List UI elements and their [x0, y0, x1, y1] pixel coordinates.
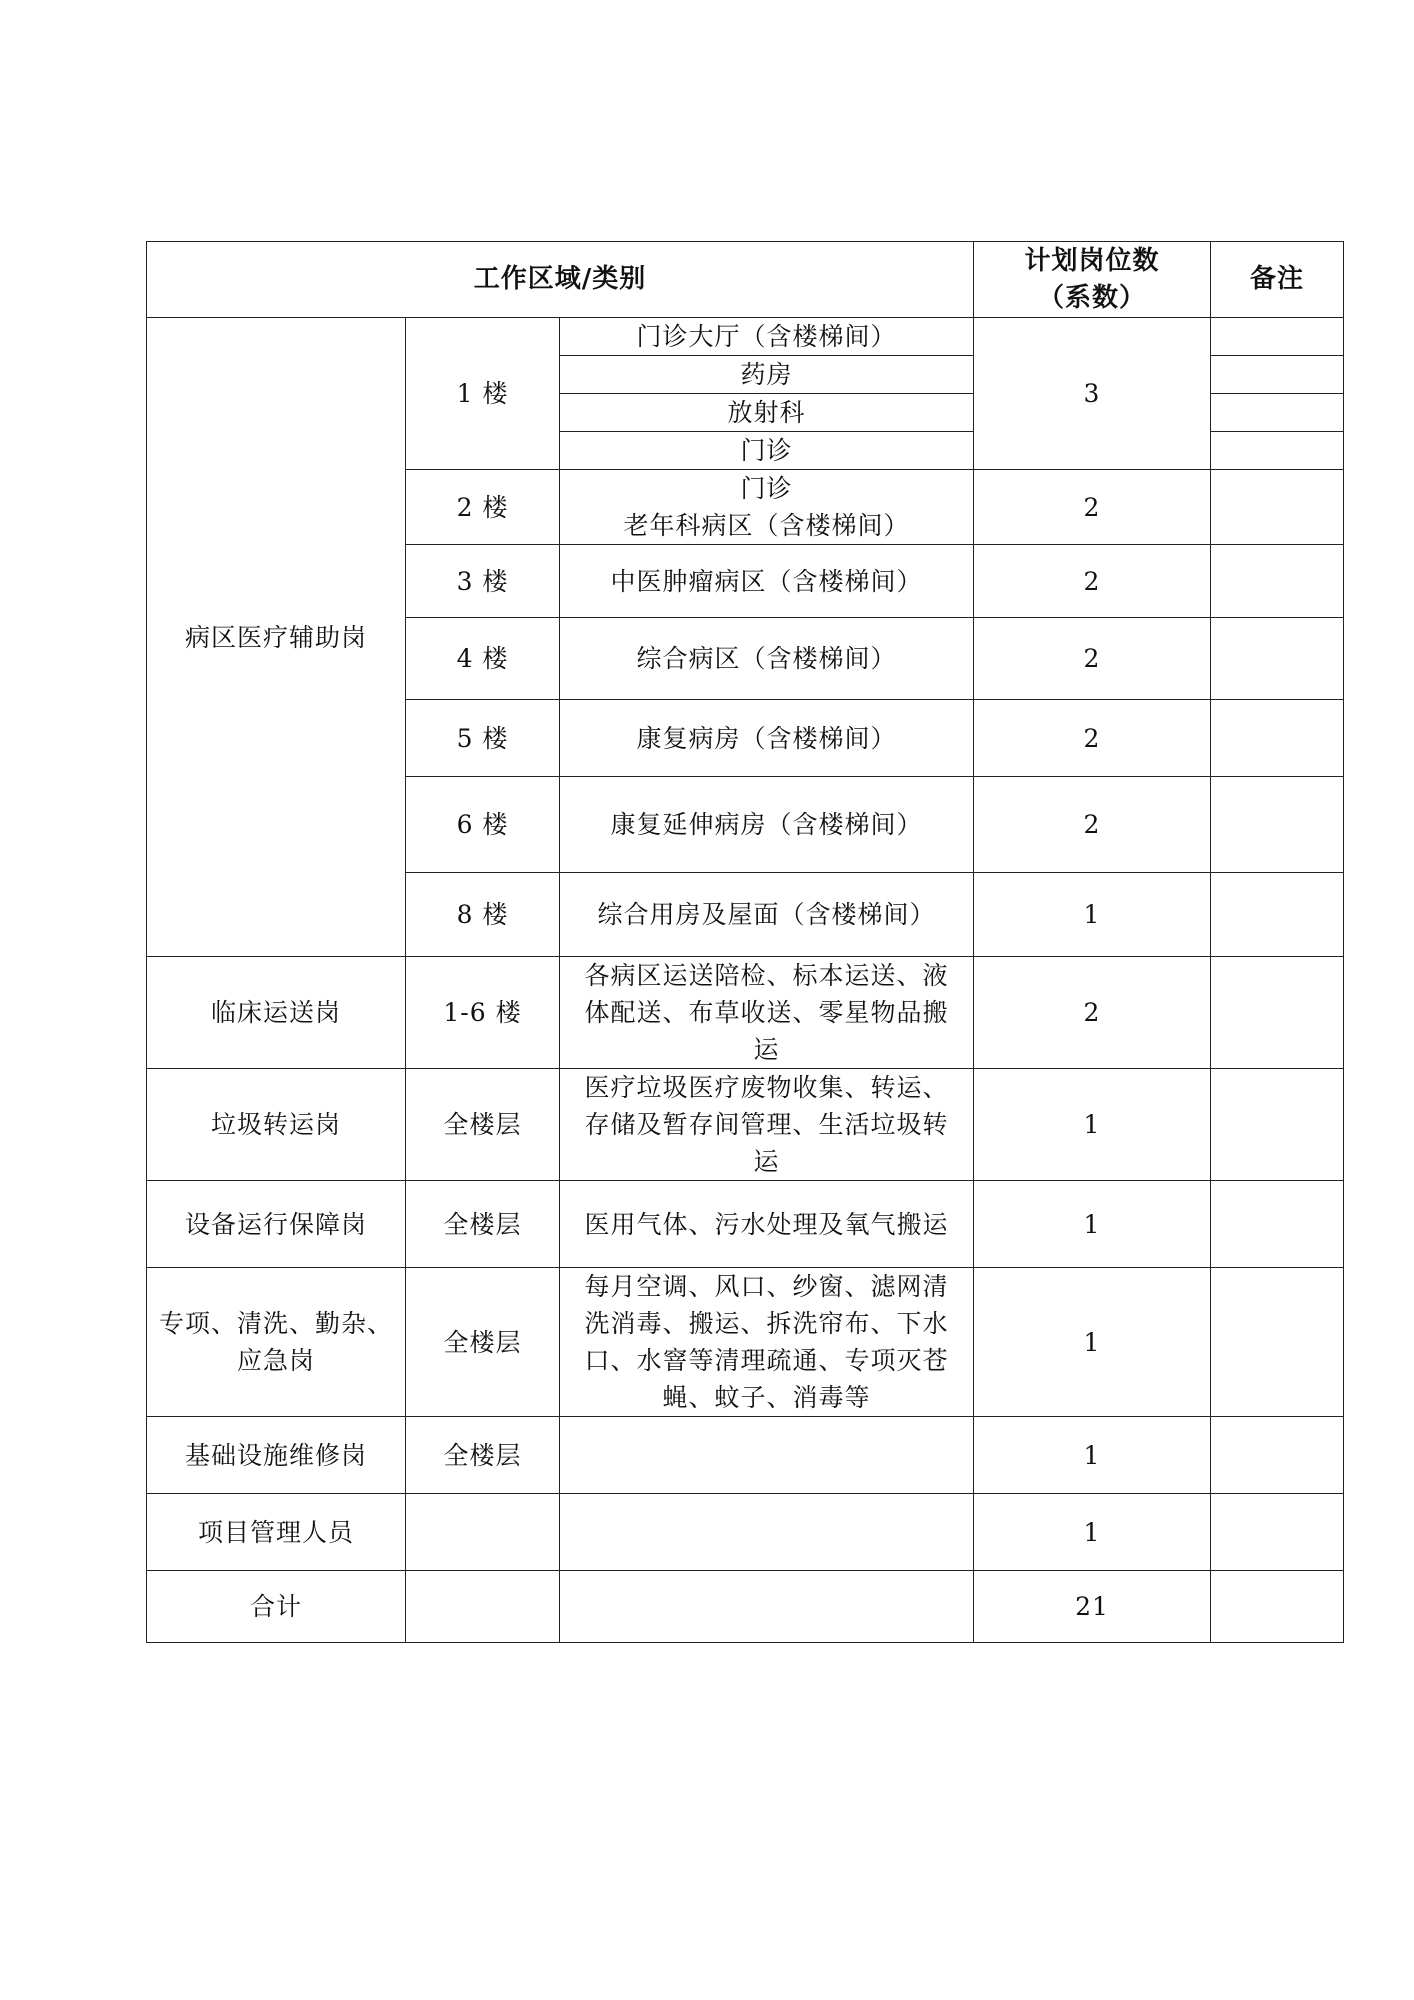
floor-cell: 全楼层: [406, 1417, 560, 1494]
table-row: [147, 318, 1344, 356]
note-cell: [1211, 1417, 1344, 1494]
total-count: 21: [974, 1571, 1211, 1643]
note-cell: [1211, 432, 1344, 470]
count-cell: 1: [974, 873, 1211, 957]
table-row: [147, 1417, 1344, 1494]
floor-cell: 4 楼: [406, 618, 560, 700]
table-row: [147, 1069, 1344, 1181]
floor-cell: 1 楼: [406, 318, 560, 470]
area-line: 老年科病区（含楼梯间）: [623, 511, 910, 540]
area-cell: 每月空调、风口、纱窗、滤网清洗消毒、搬运、拆洗帘布、下水口、水窨等清理疏通、专项灭苍蝇、蚊子、消毒等: [560, 1268, 974, 1417]
note-cell: [1211, 318, 1344, 356]
area-cell: 康复延伸病房（含楼梯间）: [560, 777, 974, 873]
category-cell: 专项、清洗、勤杂、应急岗: [147, 1268, 406, 1417]
floor-cell: [406, 1494, 560, 1571]
header-note: 备注: [1211, 242, 1344, 318]
note-cell: [1211, 618, 1344, 700]
total-row: [147, 1571, 1344, 1643]
note-cell: [1211, 700, 1344, 777]
area-cell: 中医肿瘤病区（含楼梯间）: [560, 545, 974, 618]
header-area: 工作区域/类别: [147, 242, 974, 318]
table-row: [147, 1268, 1344, 1417]
area-cell: [560, 1494, 974, 1571]
count-cell: 3: [974, 318, 1211, 470]
floor-cell: 3 楼: [406, 545, 560, 618]
note-cell: [1211, 1268, 1344, 1417]
area-cell: 门诊大厅（含楼梯间）: [560, 318, 974, 356]
category-cell: 临床运送岗: [147, 957, 406, 1069]
note-cell: [1211, 1181, 1344, 1268]
table-row: [147, 1494, 1344, 1571]
category-cell: 设备运行保障岗: [147, 1181, 406, 1268]
note-cell: [1211, 1069, 1344, 1181]
category-cell: 基础设施维修岗: [147, 1417, 406, 1494]
count-cell: 2: [974, 777, 1211, 873]
count-cell: 2: [974, 957, 1211, 1069]
area-cell: 医用气体、污水处理及氧气搬运: [560, 1181, 974, 1268]
area-cell: 综合用房及屋面（含楼梯间）: [560, 873, 974, 957]
header-count-line2: （系数）: [1037, 282, 1146, 313]
area-cell: 医疗垃圾医疗废物收集、转运、存储及暂存间管理、生活垃圾转运: [560, 1069, 974, 1181]
area-cell: 综合病区（含楼梯间）: [560, 618, 974, 700]
category-cell: 垃圾转运岗: [147, 1069, 406, 1181]
count-cell: 2: [974, 618, 1211, 700]
area-cell: [560, 1571, 974, 1643]
area-cell: 康复病房（含楼梯间）: [560, 700, 974, 777]
category-cell: 病区医疗辅助岗: [147, 318, 406, 957]
note-cell: [1211, 394, 1344, 432]
area-cell: 门诊: [560, 432, 974, 470]
count-cell: 1: [974, 1181, 1211, 1268]
table-row: [147, 957, 1344, 1069]
floor-cell: 5 楼: [406, 700, 560, 777]
area-line: 门诊: [740, 474, 793, 503]
count-cell: 2: [974, 700, 1211, 777]
area-cell: 药房: [560, 356, 974, 394]
category-cell: 项目管理人员: [147, 1494, 406, 1571]
count-cell: 1: [974, 1268, 1211, 1417]
header-count: [974, 242, 1211, 318]
area-cell: [560, 470, 974, 545]
note-cell: [1211, 957, 1344, 1069]
floor-cell: 全楼层: [406, 1268, 560, 1417]
staffing-table: [146, 241, 1344, 1643]
count-cell: 2: [974, 545, 1211, 618]
floor-cell: 全楼层: [406, 1069, 560, 1181]
note-cell: [1211, 873, 1344, 957]
floor-cell: 8 楼: [406, 873, 560, 957]
area-cell: 放射科: [560, 394, 974, 432]
note-cell: [1211, 777, 1344, 873]
header-count-line1: 计划岗位数: [1024, 245, 1160, 276]
floor-cell: 1-6 楼: [406, 957, 560, 1069]
area-cell: 各病区运送陪检、标本运送、液体配送、布草收送、零星物品搬运: [560, 957, 974, 1069]
floor-cell: [406, 1571, 560, 1643]
count-cell: 1: [974, 1417, 1211, 1494]
note-cell: [1211, 545, 1344, 618]
floor-cell: 6 楼: [406, 777, 560, 873]
count-cell: 1: [974, 1069, 1211, 1181]
floor-cell: 全楼层: [406, 1181, 560, 1268]
note-cell: [1211, 1571, 1344, 1643]
area-cell: [560, 1417, 974, 1494]
total-label: 合计: [147, 1571, 406, 1643]
table-row: [147, 1181, 1344, 1268]
table-header-row: [147, 242, 1344, 318]
note-cell: [1211, 356, 1344, 394]
count-cell: 2: [974, 470, 1211, 545]
floor-cell: 2 楼: [406, 470, 560, 545]
note-cell: [1211, 1494, 1344, 1571]
count-cell: 1: [974, 1494, 1211, 1571]
note-cell: [1211, 470, 1344, 545]
